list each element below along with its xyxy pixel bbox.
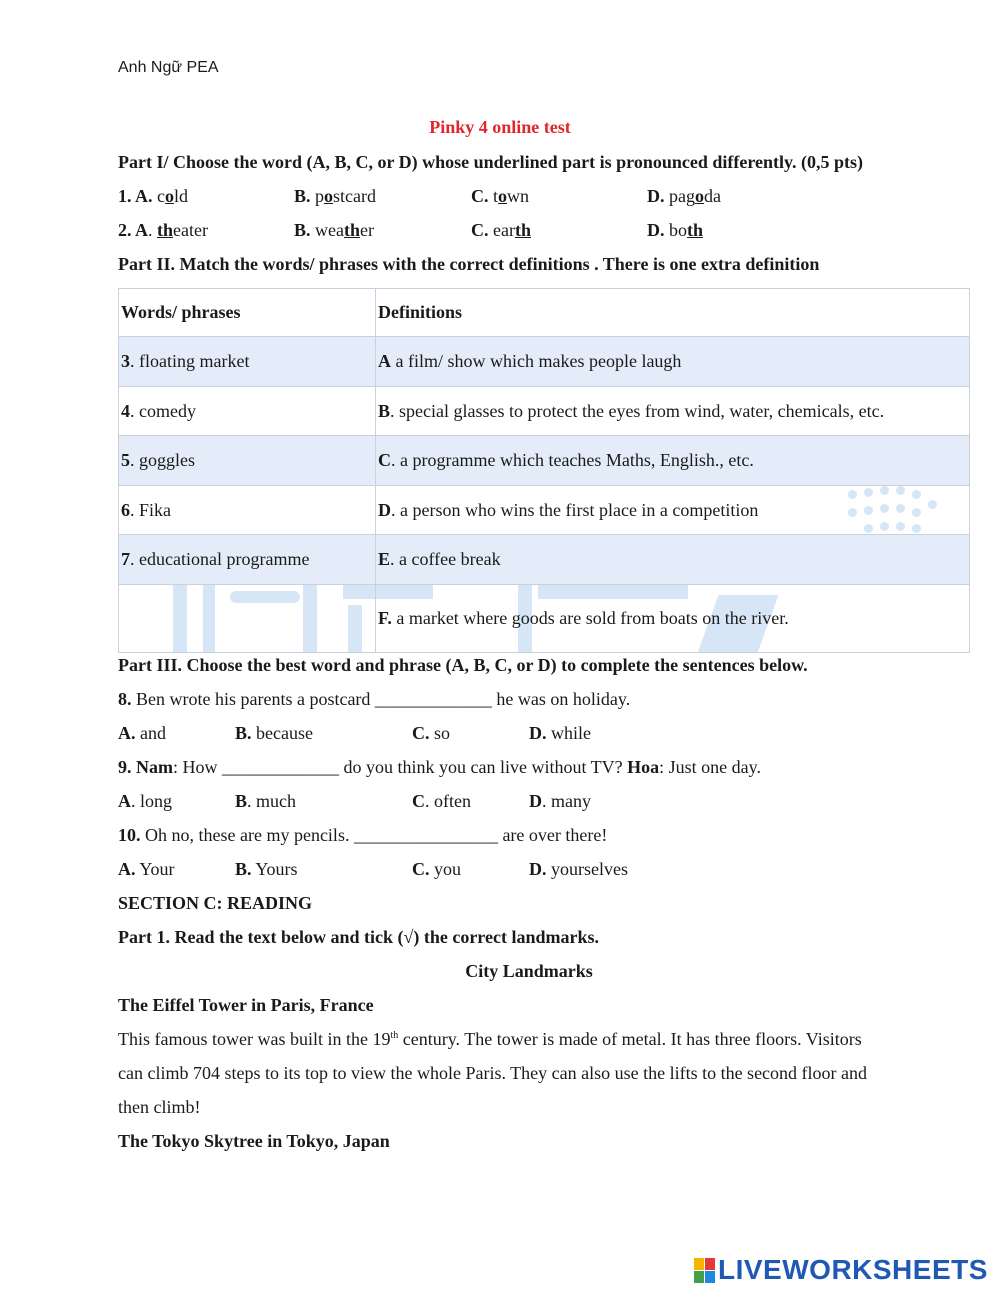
liveworksheets-logo bbox=[694, 1254, 988, 1286]
q1-option-b: B. postcard bbox=[294, 186, 376, 206]
question-9: 9. Nam: How _____________ do you think you can live without TV? Hoa: Just one day. bbox=[118, 757, 761, 777]
eiffel-paragraph-line2: can climb 704 steps to its top to view the whole Paris. They can also use the lifts to the second floor and bbox=[118, 1063, 868, 1083]
word-cell: 3. floating market bbox=[119, 337, 376, 387]
col-words-header: Words/ phrases bbox=[119, 289, 376, 337]
q2-option-a: 2. A. theater bbox=[118, 220, 208, 240]
eiffel-heading: The Eiffel Tower in Paris, France bbox=[118, 995, 374, 1015]
part2-heading: Part II. Match the words/ phrases with the correct definitions . There is one extra definition bbox=[118, 254, 820, 274]
word-cell bbox=[119, 585, 376, 653]
logo-text: LIVEWORKSHEETS bbox=[718, 1254, 988, 1285]
q9-option-d: D. many bbox=[529, 791, 591, 811]
q10-option-c: C. you bbox=[412, 859, 461, 879]
section-c-heading: SECTION C: READING bbox=[118, 893, 313, 913]
q10-option-d: D. yourselves bbox=[529, 859, 628, 879]
table-row bbox=[119, 585, 970, 653]
table-header-row bbox=[119, 289, 970, 337]
page-header: Anh Ngữ PEA bbox=[118, 59, 219, 76]
q9-option-c: C. often bbox=[412, 791, 471, 811]
q8-option-a: A. and bbox=[118, 723, 166, 743]
table-row bbox=[119, 436, 970, 486]
word-cell: 4. comedy bbox=[119, 387, 376, 436]
reading-subtitle: City Landmarks bbox=[465, 961, 593, 981]
definition-cell: E. a coffee break bbox=[376, 535, 970, 585]
question-10: 10. Oh no, these are my pencils. ________________ are over there! bbox=[118, 825, 608, 845]
q8-option-c: C. so bbox=[412, 723, 451, 743]
table-row bbox=[119, 535, 970, 585]
q10-option-b: B. Yours bbox=[235, 859, 298, 879]
part1-heading: Part I/ Choose the word (A, B, C, or D) whose underlined part is pronounced differently. (0,5 pts) bbox=[118, 152, 864, 172]
eiffel-paragraph-line1: This famous tower was built in the 19th century. The tower is made of metal. It has three floors. Visitors bbox=[118, 1029, 862, 1049]
q2-option-d: D. both bbox=[647, 220, 704, 240]
matching-table bbox=[118, 288, 970, 653]
word-cell: 6. Fika bbox=[119, 486, 376, 535]
definition-cell: D. a person who wins the first place in a competition bbox=[376, 486, 970, 535]
page-title: Pinky 4 online test bbox=[429, 117, 571, 137]
liveworksheets-logo-icon bbox=[694, 1258, 714, 1282]
eiffel-paragraph-line3: then climb! bbox=[118, 1097, 201, 1117]
part3-heading: Part III. Choose the best word and phrase (A, B, C, or D) to complete the sentences below. bbox=[118, 655, 808, 675]
definition-cell: F. a market where goods are sold from boats on the river. bbox=[376, 585, 970, 653]
definition-cell: A a film/ show which makes people laugh bbox=[376, 337, 970, 387]
definition-cell: C. a programme which teaches Maths, English., etc. bbox=[376, 436, 970, 486]
col-defs-header: Definitions bbox=[376, 289, 970, 337]
q1-option-d: D. pagoda bbox=[647, 186, 721, 206]
q2-option-c: C. earth bbox=[471, 220, 531, 240]
table-row bbox=[119, 337, 970, 387]
word-cell: 7. educational programme bbox=[119, 535, 376, 585]
q8-option-b: B. because bbox=[235, 723, 313, 743]
definition-cell: B. special glasses to protect the eyes from wind, water, chemicals, etc. bbox=[376, 387, 970, 436]
q8-option-d: D. while bbox=[529, 723, 591, 743]
reading-part1-heading: Part 1. Read the text below and tick (√) the correct landmarks. bbox=[118, 927, 599, 947]
q2-option-b: B. weather bbox=[294, 220, 374, 240]
table-row bbox=[119, 486, 970, 535]
question-8: 8. Ben wrote his parents a postcard _____________ he was on holiday. bbox=[118, 689, 631, 709]
q9-option-b: B. much bbox=[235, 791, 297, 811]
word-cell: 5. goggles bbox=[119, 436, 376, 486]
table-row bbox=[119, 387, 970, 436]
tokyo-heading: The Tokyo Skytree in Tokyo, Japan bbox=[118, 1131, 390, 1151]
q9-option-a: A. long bbox=[118, 791, 173, 811]
q1-option-a: 1. A. cold bbox=[118, 186, 189, 206]
q10-option-a: A. Your bbox=[118, 859, 175, 879]
q1-option-c: C. town bbox=[471, 186, 530, 206]
